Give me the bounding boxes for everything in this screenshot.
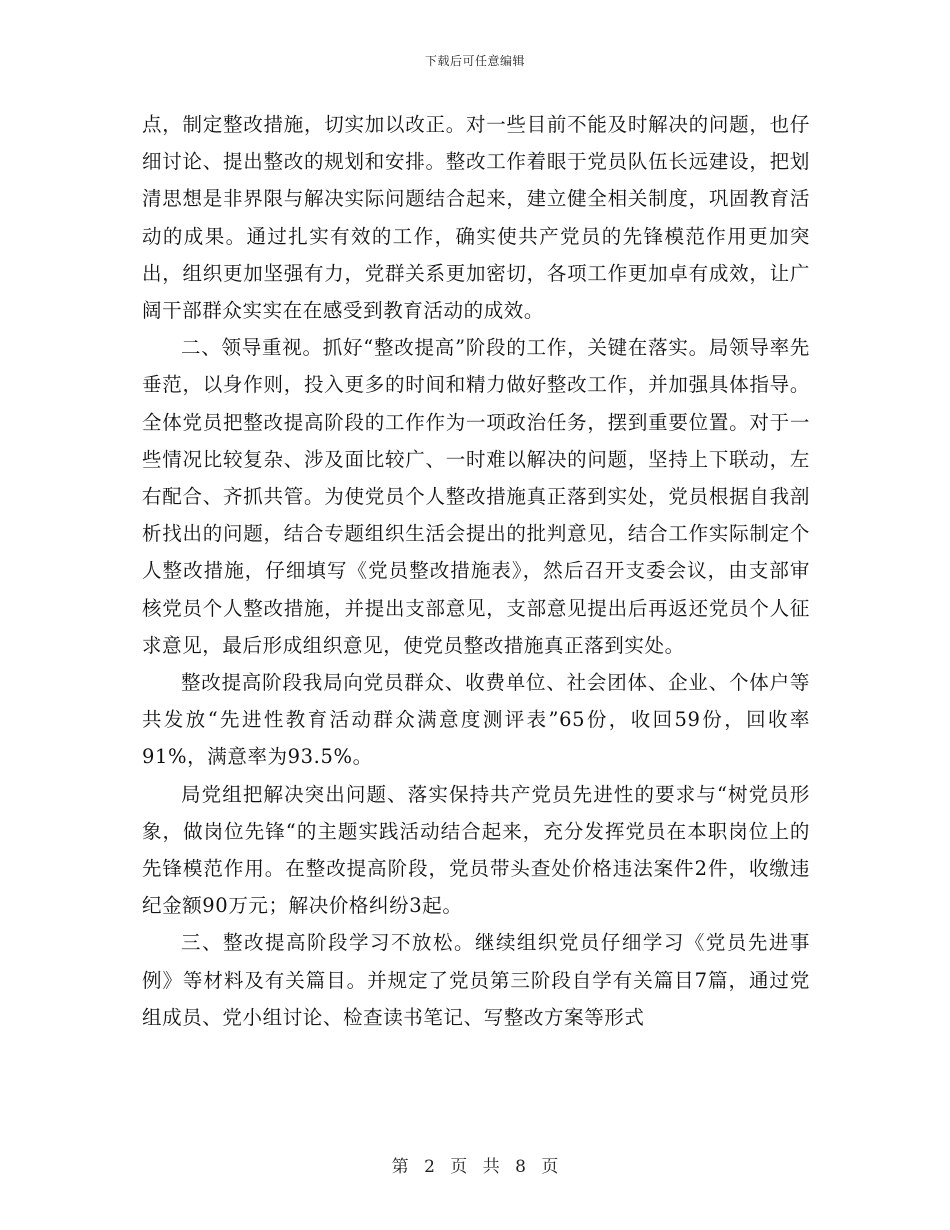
paragraph-4: 局党组把解决突出问题、落实保持共产党员先进性的要求与“树党员形象，做岗位先锋“的主题实践活动结合起来，充分发挥党员在本职岗位上的先锋模范作用。在整改提高阶段，党员带头查处价格违法案件2件，收缴违纪金额90万元；解决价格纠纷3起。 (142, 782, 810, 918)
paragraph-5: 三、整改提高阶段学习不放松。继续组织党员仔细学习《党员先进事例》等材料及有关篇目。并规定了党员第三阶段自学有关篇目7篇，通过党组成员、党小组讨论、检查读书笔记、写整改方案等形式 (142, 931, 810, 1029)
page-number-footer (0, 1152, 950, 1177)
document-body (142, 106, 810, 1036)
footer-middle-1: 页 (450, 1157, 468, 1177)
paragraph-3: 整改提高阶段我局向党员群众、收费单位、社会团体、企业、个体户等共发放“先进性教育活动群众满意度测评表”65份，收回59份，回收率91%，满意率为93.5%。 (142, 671, 810, 769)
footer-total-pages: 8 (515, 1157, 526, 1177)
page-header-note: 下载后可任意编辑 (424, 54, 525, 68)
footer-prefix: 第 (391, 1157, 409, 1177)
paragraph-1: 点，制定整改措施，切实加以改正。对一些目前不能及时解决的问题，也仔细讨论、提出整改的规划和安排。整改工作着眼于党员队伍长远建设，把划清思想是非界限与解决实际问题结合起来，建立健全相关制度，巩固教育活动的成果。通过扎实有效的工作，确实使共产党员的先锋模范作用更加突出，组织更加坚强有力，党群关系更加密切，各项工作更加卓有成效，让广阔干部群众实实在在感受到教育活动的成效。 (142, 113, 810, 323)
footer-middle-2: 共 (482, 1157, 500, 1177)
paragraph-2: 二、领导重视。抓好“整改提高”阶段的工作，关键在落实。局领导率先垂范，以身作则，投入更多的时间和精力做好整改工作，并加强具体指导。全体党员把整改提高阶段的工作作为一项政治任务，摆到重要位置。对于一些情况比较复杂、涉及面比较广、一时难以解决的问题，坚持上下联动，左右配合、齐抓共管。为使党员个人整改措施真正落到实处，党员根据自我剖析找出的问题，结合专题组织生活会提出的批判意见，结合工作实际制定个人整改措施，仔细填写《党员整改措施表》，然后召开支委会议，由支部审核党员个人整改措施，并提出支部意见，支部意见提出后再返还党员个人征求意见，最后形成组织意见，使党员整改措施真正落到实处。 (142, 336, 810, 657)
footer-current-page: 2 (424, 1157, 435, 1177)
footer-suffix: 页 (541, 1157, 559, 1177)
